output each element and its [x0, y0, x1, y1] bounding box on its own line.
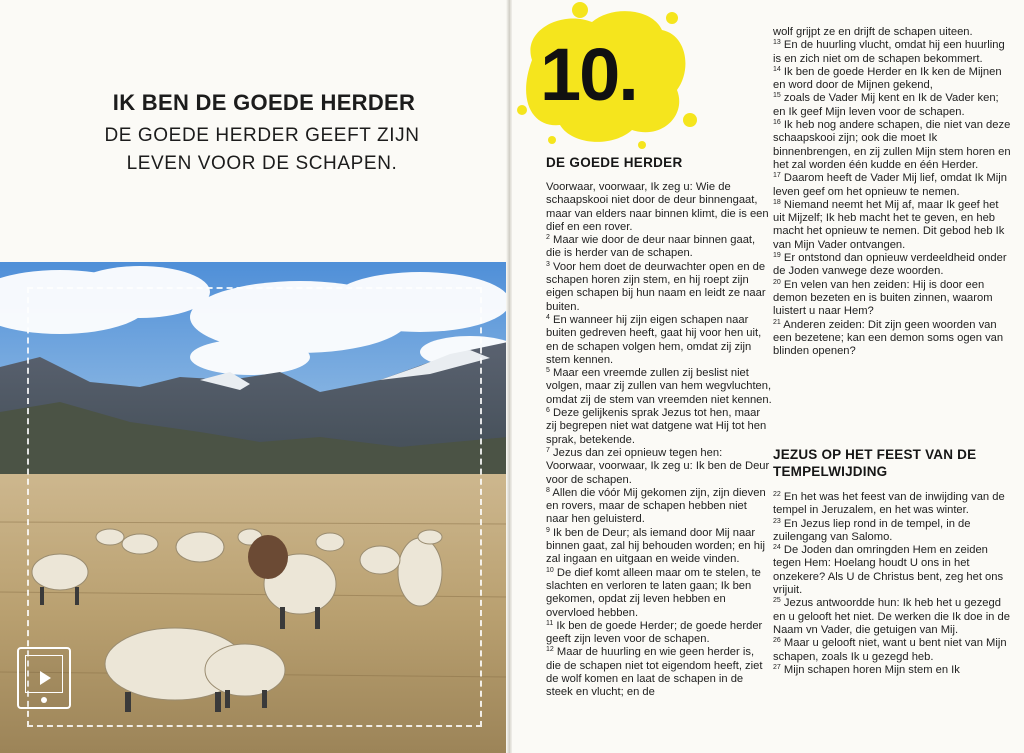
- verse-number: 2: [546, 234, 550, 242]
- photo-dashed-frame: [27, 287, 482, 727]
- verse-number: 24: [773, 544, 781, 552]
- verse: [773, 66, 1013, 93]
- section-title-tempelwijding: JEZUS OP HET FEEST VAN DE TEMPELWIJDING: [773, 447, 977, 479]
- verse: [546, 487, 772, 527]
- verse-number: 23: [773, 517, 781, 525]
- verse-text: En het was het feest van de inwijding van de tempel in Jeruzalem, en het was winter.: [773, 491, 1005, 517]
- text-column-2: [773, 26, 1013, 358]
- verse: [546, 567, 772, 620]
- verse: [546, 447, 772, 487]
- verse-text: En wanneer hij zijn eigen schapen naar buiten gedreven heeft, gaat hij voor hen uit, en de schapen volgen hem, omdat zij zijn stem kennen.: [546, 313, 762, 366]
- verse: [773, 664, 1013, 677]
- verse: [546, 646, 772, 699]
- verse-number: 6: [546, 407, 550, 415]
- verse-number: 18: [773, 198, 781, 206]
- verse-number: 7: [546, 446, 550, 454]
- verse-text: Deze gelijkenis sprak Jezus tot hen, maar zij begrepen niet wat datgene wat Hij tot hen sprak, betekende.: [546, 407, 767, 446]
- verse: [546, 234, 772, 261]
- tablet-play-icon[interactable]: [17, 647, 71, 709]
- verse-text: Maar de huurling en wie geen herder is, die de schapen niet tot eigendom heeft, ziet de wolf komen en laat de schapen in de steek en vlucht; en de: [546, 646, 763, 699]
- verse-number: 11: [546, 619, 554, 627]
- verse: [773, 597, 1013, 637]
- verse-number: 27: [773, 663, 781, 671]
- verse: [546, 527, 772, 567]
- verse: [773, 279, 1013, 319]
- verse: [546, 181, 772, 234]
- page-subtitle-line1: DE GOEDE HERDER GEEFT ZIJN: [104, 125, 420, 146]
- verse-text: zoals de Vader Mij kent en Ik de Vader ken; en Ik geef Mijn leven voor de schapen.: [773, 92, 999, 118]
- verse-number: 16: [773, 119, 781, 127]
- verse-text: wolf grijpt ze en drijft de schapen uiteen.: [773, 26, 973, 38]
- verse: [773, 637, 1013, 664]
- verse-number: 15: [773, 92, 781, 100]
- verse: [773, 26, 1013, 39]
- verse-number: 13: [773, 39, 781, 47]
- verse-text: Ik ben de goede Herder; de goede herder geeft zijn leven voor de schapen.: [546, 619, 763, 646]
- verse-text: Daarom heeft de Vader Mij lief, omdat Ik Mijn leven geef om het opnieuw te nemen.: [773, 172, 1007, 198]
- verse-number: 26: [773, 637, 781, 645]
- verse-number: 8: [546, 486, 550, 494]
- verse-text: Allen die vóór Mij gekomen zijn, zijn dieven en rovers, maar de schapen hebben niet naar hen geluisterd.: [546, 486, 766, 526]
- page-subtitle-line2: LEVEN VOOR DE SCHAPEN.: [126, 153, 398, 174]
- verse-number: 14: [773, 65, 781, 73]
- verse-text: Er ontstond dan opnieuw verdeeldheid onder de Joden vanwege deze woorden.: [773, 252, 1007, 278]
- verse: [773, 518, 1013, 545]
- page-title: IK BEN DE GOEDE HERDER: [112, 90, 416, 115]
- text-column-1: [546, 181, 772, 700]
- verse-text: Jezus dan zei opnieuw tegen hen: Voorwaar, voorwaar, Ik zeg u: Ik ben de Deur voor de schapen.: [546, 446, 770, 486]
- verse-text: Maar wie door de deur naar binnen gaat, die is herder van de schapen.: [546, 234, 756, 260]
- verse-text: Mijn schapen horen Mijn stem en Ik: [783, 663, 960, 676]
- verse-text: Voor hem doet de deurwachter open en de schapen horen zijn stem, en hij roept zijn eigen schapen bij hun naam en leidt ze naar buiten.: [546, 260, 766, 313]
- verse-text: Ik ben de Deur; als iemand door Mij naar binnen gaat, zal hij behouden worden; en hij zal ingaan en uitgaan en weide vinden.: [546, 526, 765, 566]
- verse: [773, 544, 1013, 597]
- verse-text: De Joden dan omringden Hem en zeiden tegen Hem: Hoelang houdt U ons in het onzekere? Als U de Christus bent, zeg het ons vrijuit.: [773, 544, 1004, 597]
- verse-number: 5: [546, 367, 550, 375]
- verse: [773, 199, 1013, 252]
- verse: [773, 491, 1013, 518]
- verse-text: Maar u gelooft niet, want u bent niet van Mijn schapen, zoals Ik u gezegd heb.: [773, 637, 1007, 663]
- chapter-number: 10.: [540, 33, 637, 116]
- verse-number: 19: [773, 252, 781, 260]
- verse-number: 17: [773, 172, 781, 180]
- verse-number: 25: [773, 597, 781, 605]
- text-column-3: [773, 491, 1013, 677]
- verse: [773, 39, 1013, 66]
- verse: [546, 407, 772, 447]
- verse-number: 21: [773, 318, 781, 326]
- verse: [773, 172, 1013, 199]
- verse-text: En velen van hen zeiden: Hij is door een demon bezeten en is buiten zinnen, waarom luistert u naar Hem?: [773, 278, 993, 318]
- verse-text: Anderen zeiden: Dit zijn geen woorden van een bezetene; kan een demon soms ogen van blinden openen?: [773, 318, 1004, 358]
- verse-text: Voorwaar, voorwaar, Ik zeg u: Wie de schaapskooi niet door de deur binnengaat, maar van elders naar binnen klimt, die is een dief en een rover.: [546, 181, 769, 233]
- verse-number: 9: [546, 526, 550, 534]
- verse: [546, 261, 772, 314]
- verse-text: En de huurling vlucht, omdat hij een huurling is en zich niet om de schapen bekommert.: [773, 39, 1005, 65]
- verse-text: Jezus antwoordde hun: Ik heb het u gezegd en u gelooft het niet. De werken die Ik doe in de Naam vn Vader, die getuigen van Mij.: [773, 597, 1010, 636]
- section-title-goede-herder: DE GOEDE HERDER: [546, 155, 683, 170]
- verse: [773, 319, 1013, 359]
- verse-text: Maar een vreemde zullen zij beslist niet volgen, maar zij zullen van hem wegvluchten, omdat zij de stem van vreemden niet kennen.: [546, 367, 772, 406]
- verse-text: Ik ben de goede Herder en Ik ken de Mijnen en word door de Mijnen gekend,: [773, 65, 1002, 92]
- verse: [773, 252, 1013, 279]
- verse: [546, 367, 772, 407]
- verse: [773, 119, 1013, 172]
- verse-text: De dief komt alleen maar om te stelen, te slachten en verloren te laten gaan; Ik ben gekomen, opdat zij leven hebben en overvloed hebben.: [546, 566, 761, 619]
- verse-number: 22: [773, 491, 781, 498]
- verse-number: 10: [546, 566, 554, 574]
- verse-text: Niemand neemt het Mij af, maar Ik geef het uit Mijzelf; Ik heb macht het te geven, en heb macht het opnieuw te nemen. Dit gebod heb Ik van Mijn Vader ontvangen.: [773, 198, 1005, 251]
- verse-number: 20: [773, 278, 781, 286]
- verse-text: En Jezus liep rond in de tempel, in de zuilengang van Salomo.: [773, 517, 971, 543]
- verse-number: 4: [546, 313, 550, 321]
- verse-number: 12: [546, 646, 554, 654]
- verse-text: Ik heb nog andere schapen, die niet van deze schaapskooi zijn; ook die moet Ik binnenbrengen, en zij zullen Mijn stem horen en het zal worden één kudde en één Herder.: [773, 119, 1011, 171]
- verse: [546, 620, 772, 647]
- left-heading-block: [0, 86, 508, 178]
- verse-number: 3: [546, 260, 550, 268]
- verse: [546, 314, 772, 367]
- verse: [773, 92, 1013, 119]
